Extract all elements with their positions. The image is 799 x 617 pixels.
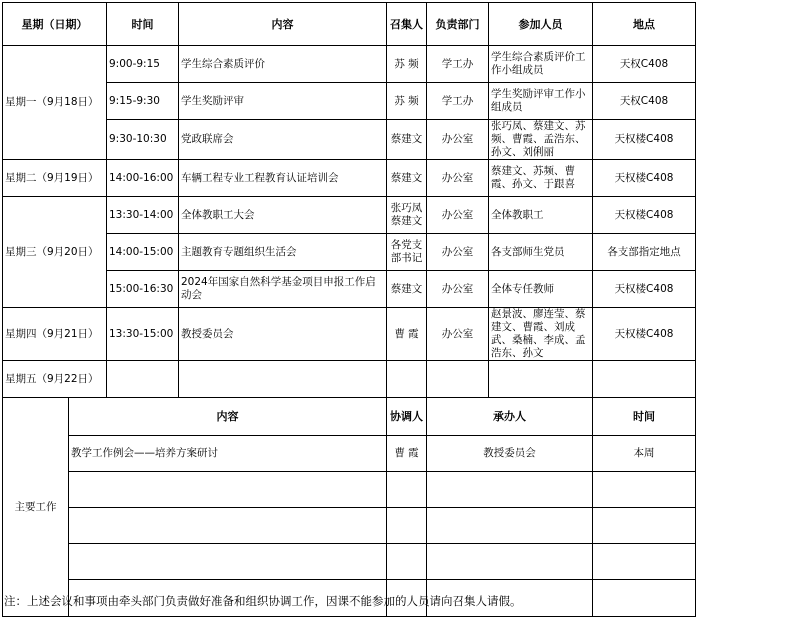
dept-cell: 办公室 <box>427 308 489 361</box>
main-work-time <box>593 472 696 508</box>
time-cell <box>107 361 179 398</box>
main-work-coordinator <box>387 544 427 580</box>
main-work-header-undertaker: 承办人 <box>427 398 593 436</box>
content-cell: 2024年国家自然科学基金项目申报工作启动会 <box>179 271 387 308</box>
main-work-label: 主要工作 <box>3 398 69 617</box>
footer-note: 注：上述会议和事项由牵头部门负责做好准备和组织协调工作，因课不能参加的人员请向召集人请假。 <box>4 594 522 608</box>
participants-cell: 学生综合素质评价工作小组成员 <box>489 46 593 83</box>
main-work-header-coordinator: 协调人 <box>387 398 427 436</box>
day-label: 星期三（9月20日） <box>3 197 107 308</box>
main-work-undertaker <box>427 472 593 508</box>
day-label: 星期四（9月21日） <box>3 308 107 361</box>
dept-cell: 办公室 <box>427 160 489 197</box>
dept-cell: 办公室 <box>427 234 489 271</box>
convener-cell: 蔡建文 <box>387 120 427 160</box>
location-cell: 天权楼C408 <box>593 160 696 197</box>
main-work-row <box>3 544 797 580</box>
header-location: 地点 <box>593 3 696 46</box>
main-work-undertaker <box>427 508 593 544</box>
main-work-content <box>69 472 387 508</box>
schedule-row <box>3 234 797 271</box>
time-cell: 13:30-15:00 <box>107 308 179 361</box>
main-work-time <box>593 580 696 617</box>
convener-cell: 曹 霞 <box>387 308 427 361</box>
day-label: 星期二（9月19日） <box>3 160 107 197</box>
convener-cell: 蔡建文 <box>387 271 427 308</box>
header-convener: 召集人 <box>387 3 427 46</box>
schedule-row <box>3 308 797 361</box>
time-cell: 9:00-9:15 <box>107 46 179 83</box>
header-row <box>3 3 797 46</box>
convener-cell: 苏 频 <box>387 83 427 120</box>
main-work-time <box>593 508 696 544</box>
schedule-row <box>3 46 797 83</box>
convener-cell: 苏 频 <box>387 46 427 83</box>
main-work-header-row <box>3 398 797 436</box>
time-cell: 13:30-14:00 <box>107 197 179 234</box>
main-work-time: 本周 <box>593 436 696 472</box>
participants-cell: 蔡建文、苏频、曹霞、孙文、于跟喜 <box>489 160 593 197</box>
location-cell: 天权楼C408 <box>593 120 696 160</box>
dept-cell: 办公室 <box>427 120 489 160</box>
content-cell: 全体教职工大会 <box>179 197 387 234</box>
location-cell: 天权楼C408 <box>593 197 696 234</box>
main-work-row <box>3 472 797 508</box>
convener-cell <box>387 361 427 398</box>
main-work-undertaker <box>427 544 593 580</box>
main-work-content <box>69 544 387 580</box>
main-work-row <box>3 508 797 544</box>
dept-cell <box>427 361 489 398</box>
convener-cell: 蔡建文 <box>387 160 427 197</box>
participants-cell: 赵景波、廖连莹、蔡建文、曹霞、刘成武、桑楠、李成、孟浩东、孙文 <box>489 308 593 361</box>
day-label: 星期五（9月22日） <box>3 361 107 398</box>
header-dept: 负责部门 <box>427 3 489 46</box>
time-cell: 9:15-9:30 <box>107 83 179 120</box>
header-content: 内容 <box>179 3 387 46</box>
main-work-header-content: 内容 <box>69 398 387 436</box>
time-cell: 14:00-15:00 <box>107 234 179 271</box>
content-cell: 党政联席会 <box>179 120 387 160</box>
participants-cell <box>489 361 593 398</box>
participants-cell: 张巧凤、蔡建文、苏频、曹霞、孟浩东、孙文、刘俐丽 <box>489 120 593 160</box>
dept-cell: 办公室 <box>427 197 489 234</box>
dept-cell: 办公室 <box>427 271 489 308</box>
schedule-row <box>3 197 797 234</box>
main-work-undertaker: 教授委员会 <box>427 436 593 472</box>
schedule-table <box>2 2 797 617</box>
header-participants: 参加人员 <box>489 3 593 46</box>
content-cell: 教授委员会 <box>179 308 387 361</box>
location-cell: 天权楼C408 <box>593 308 696 361</box>
participants-cell: 各支部师生党员 <box>489 234 593 271</box>
location-cell: 各支部指定地点 <box>593 234 696 271</box>
main-work-time <box>593 544 696 580</box>
header-time: 时间 <box>107 3 179 46</box>
location-cell: 天权楼C408 <box>593 271 696 308</box>
dept-cell: 学工办 <box>427 83 489 120</box>
location-cell <box>593 361 696 398</box>
main-work-coordinator <box>387 508 427 544</box>
schedule-sheet <box>2 2 797 617</box>
content-cell: 学生奖励评审 <box>179 83 387 120</box>
content-cell <box>179 361 387 398</box>
time-cell: 15:00-16:30 <box>107 271 179 308</box>
schedule-row <box>3 271 797 308</box>
content-cell: 主题教育专题组织生活会 <box>179 234 387 271</box>
time-cell: 14:00-16:00 <box>107 160 179 197</box>
schedule-row <box>3 120 797 160</box>
schedule-row <box>3 83 797 120</box>
main-work-content: 教学工作例会——培养方案研讨 <box>69 436 387 472</box>
main-work-coordinator <box>387 472 427 508</box>
main-work-row <box>3 436 797 472</box>
dept-cell: 学工办 <box>427 46 489 83</box>
schedule-row <box>3 361 797 398</box>
main-work-header-time: 时间 <box>593 398 696 436</box>
convener-cell: 张巧凤 蔡建文 <box>387 197 427 234</box>
location-cell: 天权C408 <box>593 83 696 120</box>
location-cell: 天权C408 <box>593 46 696 83</box>
content-cell: 车辆工程专业工程教育认证培训会 <box>179 160 387 197</box>
header-day: 星期（日期） <box>3 3 107 46</box>
participants-cell: 全体专任教师 <box>489 271 593 308</box>
main-work-content <box>69 508 387 544</box>
participants-cell: 全体教职工 <box>489 197 593 234</box>
content-cell: 学生综合素质评价 <box>179 46 387 83</box>
participants-cell: 学生奖励评审工作小组成员 <box>489 83 593 120</box>
time-cell: 9:30-10:30 <box>107 120 179 160</box>
schedule-row <box>3 160 797 197</box>
main-work-coordinator: 曹 霞 <box>387 436 427 472</box>
convener-cell: 各党支部书记 <box>387 234 427 271</box>
day-label: 星期一（9月18日） <box>3 46 107 160</box>
